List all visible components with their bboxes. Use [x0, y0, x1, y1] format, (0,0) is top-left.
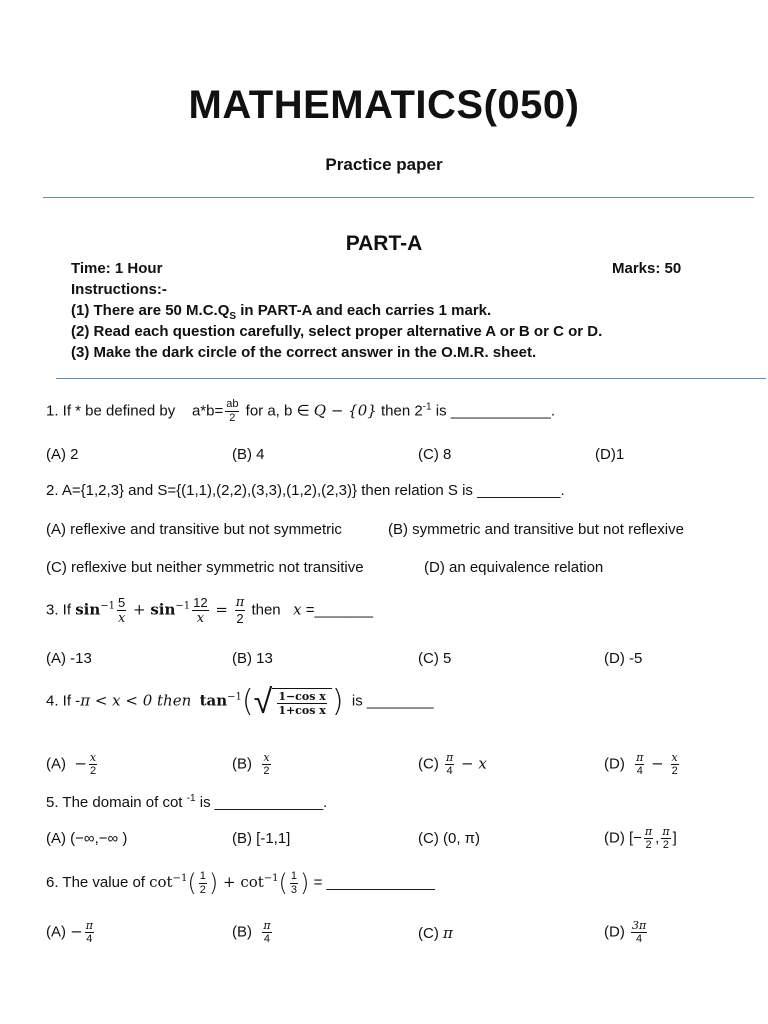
question-4: 4. If -π < x < 0 then $\tan^{-1}$( √ $\frac{\text{1−cos x}}{\text{1+cos x}}$ ) is ________ — [46, 682, 434, 721]
instruction-2: (2) Read each question carefully, select proper alternative A or B or C or D. — [71, 323, 603, 340]
part-heading: PART-A — [345, 232, 423, 255]
instruction-3: (3) Make the dark circle of the correct answer in the O.M.R. sheet. — [71, 344, 537, 361]
q1-option-b: (B) 4 — [232, 446, 265, 463]
q2-option-c: (C) reflexive but neither symmetric not transitive — [46, 559, 364, 576]
marks-label: Marks: 50 — [612, 260, 682, 277]
q6-option-a: (A) − $\frac{\pi}{4}$ — [46, 919, 93, 945]
q1-option-c: (C) 8 — [418, 446, 452, 463]
q5-option-d: (D) [− $\frac{\pi}{2}$ , $\frac{\pi}{2}$ ] — [604, 825, 677, 851]
q2-option-d: (D) an equivalence relation — [424, 559, 604, 576]
q4-option-b: (B) $\frac{x}{2}$ — [232, 751, 270, 777]
q3-option-c: (C) 5 — [418, 650, 452, 667]
q6-option-d: (D) $\frac{3\pi}{4}$ — [604, 919, 647, 945]
question-2: 2. A={1,2,3} and S={(1,1),(2,2),(3,3),(1,2),(2,3)} then relation S is __________. — [46, 482, 565, 499]
q3-option-d: (D) -5 — [604, 650, 643, 667]
question-1: 1. If * be defined by a*b= $\frac{ab}{2}$ for a, b ∈ Q − {0} then $2^{-1}$ is ____________. — [46, 398, 556, 424]
q5-option-a: (A) (−∞,−∞ ) — [46, 830, 128, 847]
paper-title: MATHEMATICS(050) — [188, 83, 580, 127]
question-5: 5. The domain of cot $^{-1}$ is _____________. — [46, 793, 328, 811]
q5-option-c: (C) (0, π) — [418, 830, 481, 847]
q1-option-a: (A) 2 — [46, 446, 79, 463]
question-3: 3. If $\sin^{-1}$ $\frac{5}{x}$ + $\sin^{-1}$ $\frac{12}{x}$ = $\frac{\pi}{2}$ then x =_______ — [46, 595, 373, 626]
part-divider — [56, 378, 766, 379]
q4-option-a: (A) − $\frac{x}{2}$ — [46, 751, 97, 777]
time-label: Time: 1 Hour — [71, 260, 163, 277]
q6-option-b: (B) $\frac{\pi}{4}$ — [232, 919, 271, 945]
question-6: 6. The value of $\cot^{-1}$( $\frac{1}{2}$ ) + $\cot^{-1}$( $\frac{1}{3}$ ) = _____________ — [46, 869, 435, 897]
q2-option-b: (B) symmetric and transitive but not reflexive — [388, 521, 684, 538]
instruction-1: (1) There are 50 $M.C.Q_S$ in PART-A and each carries 1 mark. — [71, 302, 492, 322]
q3-option-a: (A) -13 — [46, 650, 92, 667]
q4-option-c: (C) $\frac{\pi}{4}$ − x — [418, 751, 487, 777]
q6-option-c: (C) π — [418, 924, 453, 942]
q3-option-b: (B) 13 — [232, 650, 273, 667]
q4-option-d: (D) $\frac{\pi}{4}$ − $\frac{x}{2}$ — [604, 751, 678, 777]
instructions-label: Instructions:- — [71, 281, 167, 298]
header-divider — [43, 197, 754, 198]
q1-option-d: (D)1 — [595, 446, 625, 463]
q2-option-a: (A) reflexive and transitive but not symmetric — [46, 521, 342, 538]
paper-subtitle: Practice paper — [325, 155, 443, 174]
q5-option-b: (B) [-1,1] — [232, 830, 291, 847]
